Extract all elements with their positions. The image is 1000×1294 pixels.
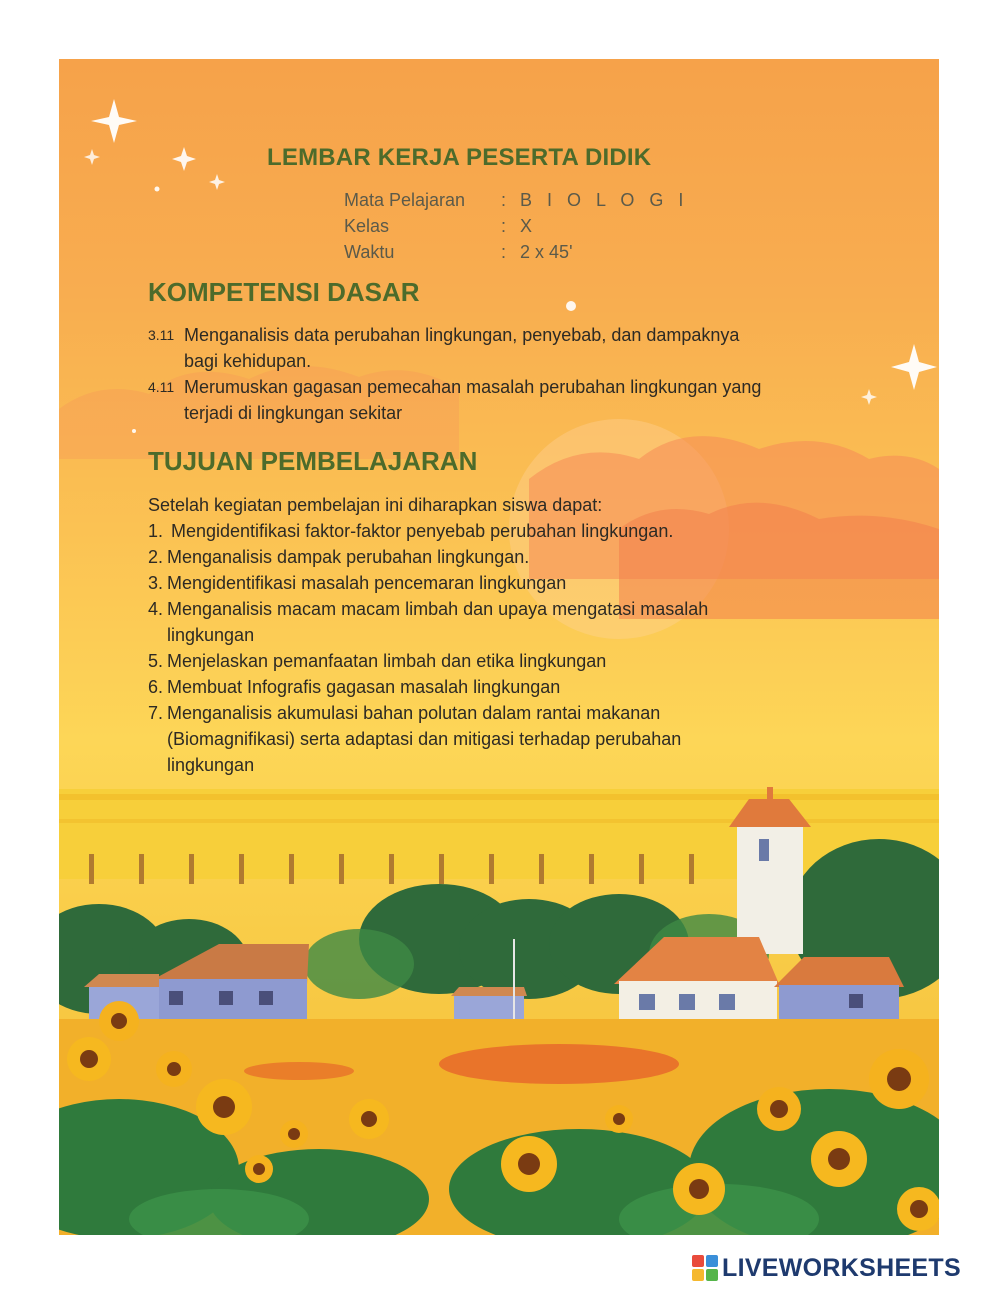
list-item	[148, 518, 848, 544]
item-number: 2.	[148, 547, 164, 567]
item-line: Merumuskan gagasan pemecahan masalah perubahan lingkungan yang	[184, 377, 762, 397]
logo-square-blue	[706, 1255, 718, 1267]
time-colon: :	[501, 242, 507, 262]
item-number: 7.	[148, 703, 164, 723]
item-line: Menganalisis data perubahan lingkungan, penyebab, dan dampaknya	[184, 325, 740, 345]
subject-value: B I O L O G I	[520, 190, 689, 210]
item-line: Mengidentifikasi faktor-faktor penyebab perubahan lingkungan.	[171, 521, 674, 541]
item-line: (Biomagnifikasi) serta adaptasi dan mitigasi terhadap perubahan	[167, 729, 682, 749]
time-label: Waktu	[344, 242, 395, 262]
logo-square-yellow	[692, 1269, 704, 1281]
class-colon: :	[501, 216, 507, 236]
class-value: X	[520, 216, 533, 236]
item-line: Membuat Infografis gagasan masalah lingkungan	[167, 677, 561, 697]
list-item	[148, 700, 848, 778]
tujuan-list	[148, 518, 848, 778]
item-line: lingkungan	[167, 625, 255, 645]
kompetensi-heading: KOMPETENSI DASAR	[148, 277, 420, 307]
logo-square-red	[692, 1255, 704, 1267]
list-item	[148, 322, 868, 374]
item-text	[184, 322, 868, 374]
item-line: Menganalisis akumulasi bahan polutan dalam rantai makanan	[167, 703, 661, 723]
item-text	[167, 700, 848, 778]
item-number: 3.11	[148, 327, 175, 343]
item-line: Mengidentifikasi masalah pencemaran lingkungan	[167, 573, 567, 593]
list-item	[148, 596, 848, 648]
item-text	[167, 570, 848, 596]
list-item	[148, 648, 848, 674]
item-number: 1.	[148, 521, 164, 541]
item-line: lingkungan	[167, 755, 255, 775]
list-item	[148, 374, 868, 426]
list-item	[148, 674, 848, 700]
logo-square-green	[706, 1269, 718, 1281]
list-item	[148, 544, 848, 570]
time-value: 2 x 45'	[520, 242, 573, 262]
worksheet-title: LEMBAR KERJA PESERTA DIDIK	[267, 144, 652, 171]
item-text	[167, 596, 848, 648]
class-label: Kelas	[344, 216, 390, 236]
liveworksheets-logo-text: LIVEWORKSHEETS	[722, 1253, 961, 1282]
liveworksheets-logo-icon	[692, 1255, 718, 1281]
item-number: 3.	[148, 573, 164, 593]
class-row	[344, 213, 688, 239]
kompetensi-list	[148, 322, 868, 426]
item-number: 5.	[148, 651, 164, 671]
list-item	[148, 570, 848, 596]
subject-row	[344, 187, 688, 213]
item-text	[167, 648, 848, 674]
liveworksheets-logo[interactable]	[692, 1250, 961, 1286]
item-number: 4.11	[148, 379, 175, 395]
item-text	[167, 674, 848, 700]
subject-info	[344, 187, 688, 265]
subject-colon: :	[501, 190, 507, 210]
tujuan-heading: TUJUAN PEMBELAJARAN	[148, 446, 478, 476]
item-number: 6.	[148, 677, 164, 697]
item-text	[184, 374, 868, 426]
item-line: Menjelaskan pemanfaatan limbah dan etika lingkungan	[167, 651, 607, 671]
subject-label: Mata Pelajaran	[344, 190, 466, 210]
item-number: 4.	[148, 599, 164, 619]
item-text	[167, 518, 848, 544]
worksheet-content	[59, 59, 939, 1235]
item-line: bagi kehidupan.	[184, 351, 312, 371]
worksheet-page	[59, 59, 939, 1235]
time-row	[344, 239, 688, 265]
tujuan-intro: Setelah kegiatan pembelajan ini diharapkan siswa dapat:	[148, 495, 603, 515]
item-line: terjadi di lingkungan sekitar	[184, 403, 403, 423]
item-line: Menganalisis macam macam limbah dan upaya mengatasi masalah	[167, 599, 709, 619]
item-text	[167, 544, 848, 570]
item-line: Menganalisis dampak perubahan lingkungan.	[167, 547, 530, 567]
